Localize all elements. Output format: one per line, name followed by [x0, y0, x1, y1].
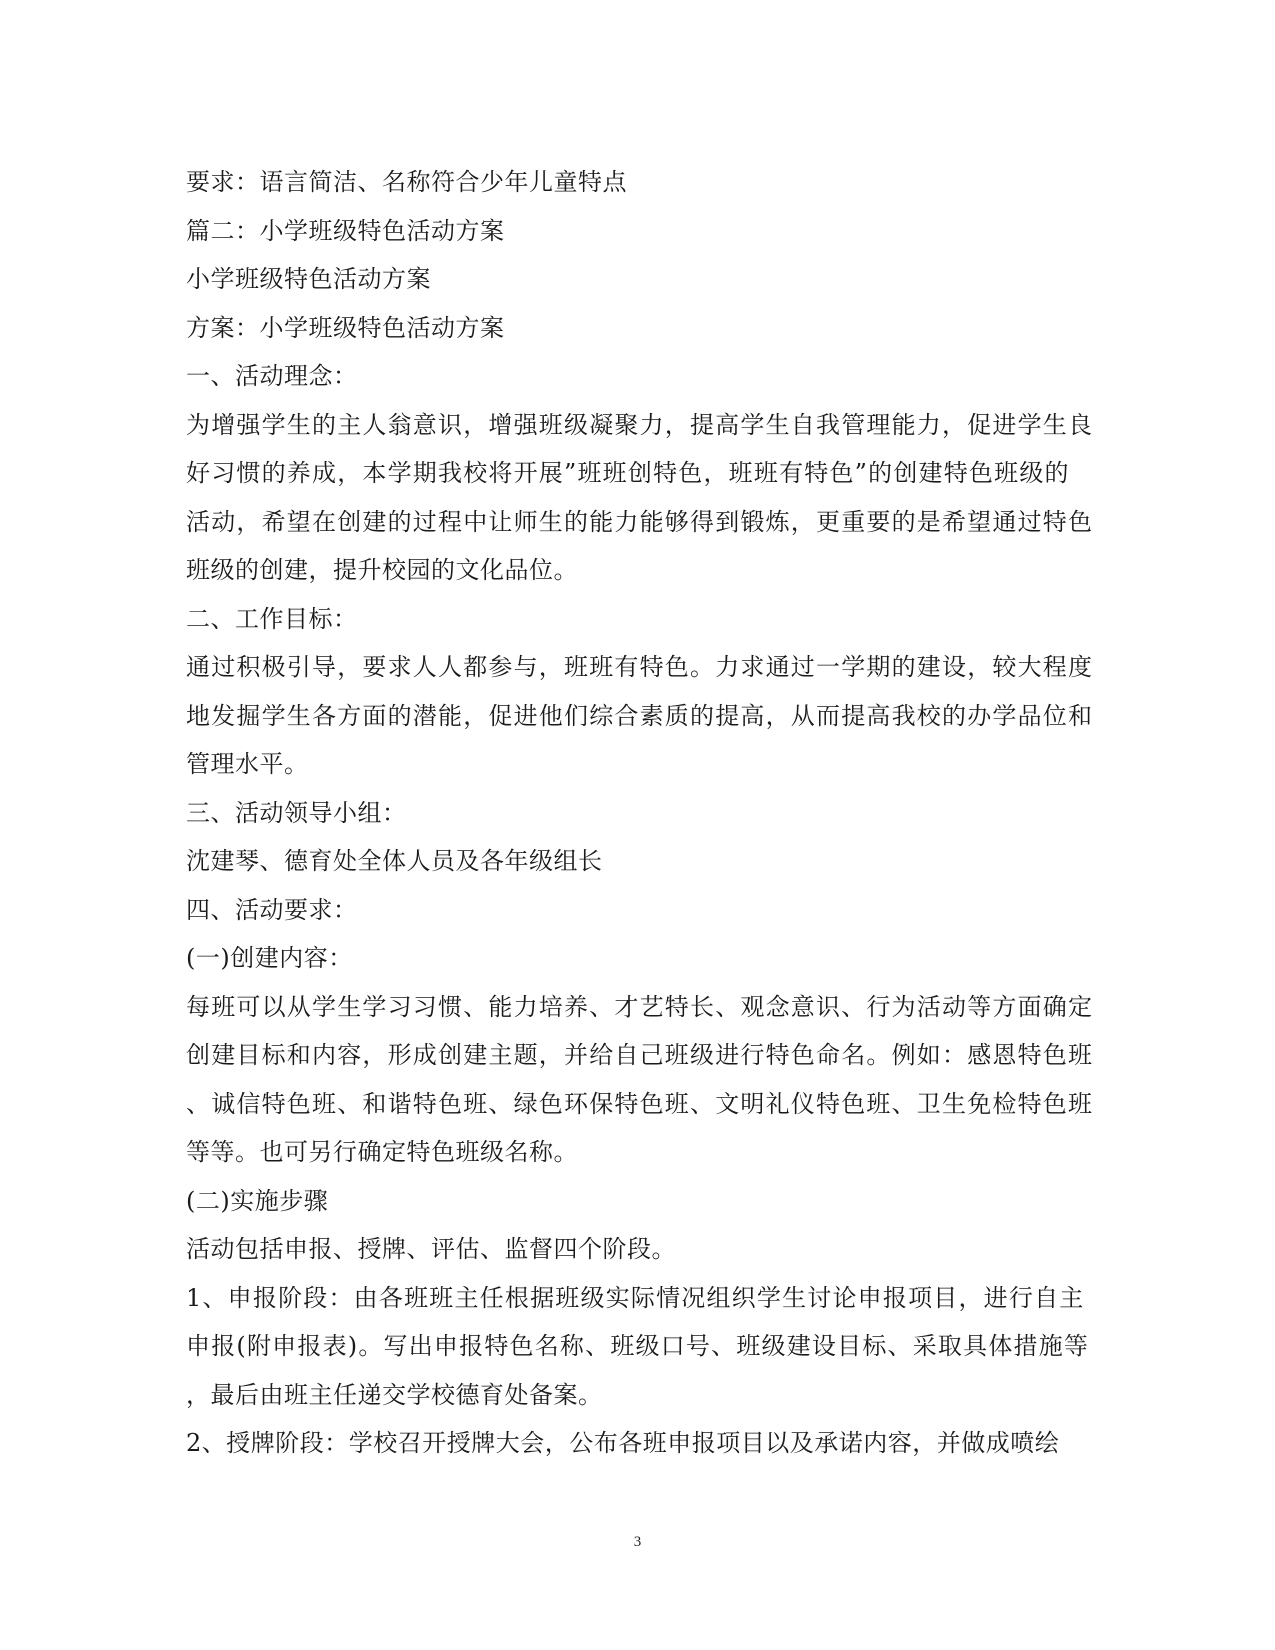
section-heading: 四、活动要求： — [186, 895, 358, 924]
subsection-heading: (二)实施步骤 — [186, 1186, 329, 1215]
text-line: 等等。也可另行确定特色班级名称。 — [186, 1138, 578, 1166]
text-line: 要求：语言简洁、名称符合少年儿童特点 — [186, 168, 627, 196]
text-line: 、诚信特色班、和谐特色班、绿色环保特色班、文明礼仪特色班、卫生免检特色班 — [186, 1089, 1094, 1118]
text-line: 通过积极引导，要求人人都参与，班班有特色。力求通过一学期的建设，较大程度 — [186, 653, 1094, 681]
text-line: 好习惯的养成，本学期我校将开展”班班创特色，班班有特色”的创建特色班级的 — [186, 459, 1070, 487]
text-line: 创建目标和内容，形成创建主题，并给自己班级进行特色命名。例如：感恩特色班 — [186, 1041, 1094, 1069]
section-heading: 三、活动领导小组： — [186, 798, 407, 827]
text-line: 1、申报阶段：由各班班主任根据班级实际情况组织学生讨论申报项目，进行自主 — [186, 1283, 1085, 1312]
text-line: 为增强学生的主人翁意识，增强班级凝聚力，提高学生自我管理能力，促进学生良 — [186, 410, 1094, 439]
document-body — [186, 158, 1092, 1468]
text-line: 活动，希望在创建的过程中让师生的能力能够得到锻炼，更重要的是希望通过特色 — [186, 507, 1094, 536]
section-heading: 篇二：小学班级特色活动方案 — [186, 216, 505, 245]
text-line: 每班可以从学生学习习惯、能力培养、才艺特长、观念意识、行为活动等方面确定 — [186, 992, 1094, 1021]
paragraph — [186, 1274, 1092, 1420]
text-line: 活动包括申报、授牌、评估、监督四个阶段。 — [186, 1235, 676, 1263]
text-line: ，最后由班主任递交学校德育处备案。 — [186, 1380, 603, 1409]
paragraph — [186, 401, 1092, 595]
paragraph — [186, 983, 1092, 1177]
text-line: 2、授牌阶段：学校召开授牌大会，公布各班申报项目以及承诺内容，并做成喷绘 — [186, 1429, 1060, 1457]
section-heading: 一、活动理念： — [186, 362, 358, 390]
section-heading: 二、工作目标： — [186, 604, 358, 633]
document-title: 小学班级特色活动方案 — [186, 265, 431, 293]
text-line: 地发掘学生各方面的潜能，促进他们综合素质的提高，从而提高我校的办学品位和 — [186, 701, 1094, 730]
text-line: 管理水平。 — [186, 750, 309, 778]
text-line: 班级的创建，提升校园的文化品位。 — [186, 556, 578, 584]
paragraph — [186, 643, 1092, 789]
page-number: 3 — [633, 1534, 642, 1550]
subsection-heading: (一)创建内容： — [186, 944, 353, 972]
text-line: 申报(附申报表)。写出申报特色名称、班级口号、班级建设目标、采取具体措施等 — [186, 1332, 1090, 1360]
text-line: 方案：小学班级特色活动方案 — [186, 313, 505, 342]
text-line: 沈建琴、德育处全体人员及各年级组长 — [186, 847, 603, 875]
